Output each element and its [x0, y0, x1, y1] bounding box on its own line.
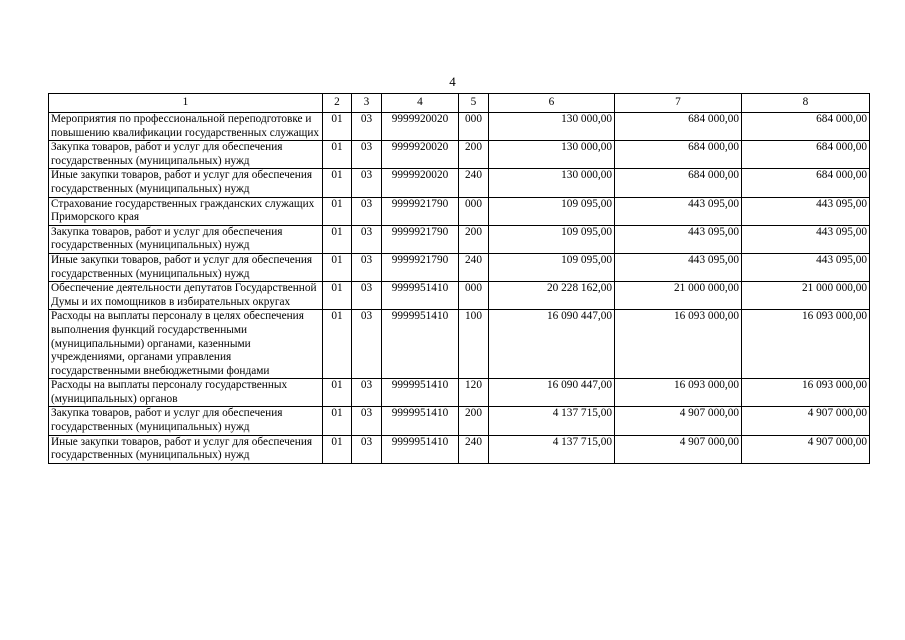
amount-cell: 443 095,00: [615, 197, 742, 225]
column-header: 8: [742, 94, 870, 113]
row-name-cell: Закупка товаров, работ и услуг для обеспечения государственных (муниципальных) нужд: [49, 141, 323, 169]
amount-cell: 130 000,00: [489, 169, 615, 197]
amount-cell: 16 090 447,00: [489, 379, 615, 407]
expense-type-cell: 200: [459, 225, 489, 253]
section-code-cell: 01: [323, 282, 352, 310]
row-name-cell: Иные закупки товаров, работ и услуг для обеспечения государственных (муниципальных) нужд: [49, 435, 323, 463]
expense-type-cell: 100: [459, 310, 489, 379]
section-code-cell: 01: [323, 225, 352, 253]
amount-cell: 16 093 000,00: [615, 379, 742, 407]
table-row: [49, 197, 870, 225]
table-row: [49, 169, 870, 197]
target-code-cell: 9999921790: [382, 253, 459, 281]
row-name-cell: Мероприятия по профессиональной переподготовке и повышению квалификации государственных служащих: [49, 113, 323, 141]
table-row: [49, 225, 870, 253]
subsection-code-cell: 03: [352, 310, 382, 379]
amount-cell: 684 000,00: [615, 141, 742, 169]
amount-cell: 443 095,00: [742, 253, 870, 281]
amount-cell: 16 090 447,00: [489, 310, 615, 379]
amount-cell: 443 095,00: [615, 225, 742, 253]
expense-type-cell: 200: [459, 407, 489, 435]
target-code-cell: 9999921790: [382, 225, 459, 253]
expense-type-cell: 240: [459, 435, 489, 463]
subsection-code-cell: 03: [352, 225, 382, 253]
amount-cell: 21 000 000,00: [742, 282, 870, 310]
expense-type-cell: 120: [459, 379, 489, 407]
row-name-cell: Иные закупки товаров, работ и услуг для обеспечения государственных (муниципальных) нужд: [49, 253, 323, 281]
column-number-row: [49, 94, 870, 113]
target-code-cell: 9999951410: [382, 379, 459, 407]
amount-cell: 684 000,00: [742, 169, 870, 197]
amount-cell: 4 137 715,00: [489, 435, 615, 463]
section-code-cell: 01: [323, 435, 352, 463]
target-code-cell: 9999920020: [382, 141, 459, 169]
amount-cell: 16 093 000,00: [742, 310, 870, 379]
table-row: [49, 379, 870, 407]
amount-cell: 130 000,00: [489, 113, 615, 141]
amount-cell: 443 095,00: [742, 197, 870, 225]
row-name-cell: Расходы на выплаты персоналу в целях обеспечения выполнения функций государственными (муниципальными) органами, казенными учреждениями, органами управления государственными внебюджетными фондами: [49, 310, 323, 379]
row-name-cell: Иные закупки товаров, работ и услуг для обеспечения государственных (муниципальных) нужд: [49, 169, 323, 197]
row-name-cell: Обеспечение деятельности депутатов Государственной Думы и их помощников в избирательных округах: [49, 282, 323, 310]
amount-cell: 4 907 000,00: [615, 435, 742, 463]
row-name-cell: Страхование государственных гражданских служащих Приморского края: [49, 197, 323, 225]
table-row: [49, 141, 870, 169]
section-code-cell: 01: [323, 141, 352, 169]
section-code-cell: 01: [323, 310, 352, 379]
target-code-cell: 9999920020: [382, 169, 459, 197]
amount-cell: 20 228 162,00: [489, 282, 615, 310]
expense-type-cell: 000: [459, 197, 489, 225]
amount-cell: 16 093 000,00: [742, 379, 870, 407]
amount-cell: 130 000,00: [489, 141, 615, 169]
amount-cell: 4 907 000,00: [742, 407, 870, 435]
amount-cell: 109 095,00: [489, 225, 615, 253]
amount-cell: 684 000,00: [615, 113, 742, 141]
table-row: [49, 253, 870, 281]
column-header: 4: [382, 94, 459, 113]
amount-cell: 16 093 000,00: [615, 310, 742, 379]
subsection-code-cell: 03: [352, 169, 382, 197]
expense-type-cell: 000: [459, 282, 489, 310]
table-row: [49, 113, 870, 141]
column-header: 6: [489, 94, 615, 113]
column-header: 5: [459, 94, 489, 113]
amount-cell: 109 095,00: [489, 197, 615, 225]
target-code-cell: 9999921790: [382, 197, 459, 225]
column-header: 2: [323, 94, 352, 113]
subsection-code-cell: 03: [352, 407, 382, 435]
amount-cell: 4 907 000,00: [615, 407, 742, 435]
section-code-cell: 01: [323, 253, 352, 281]
amount-cell: 21 000 000,00: [615, 282, 742, 310]
subsection-code-cell: 03: [352, 435, 382, 463]
column-header: 3: [352, 94, 382, 113]
section-code-cell: 01: [323, 407, 352, 435]
budget-table: [48, 93, 870, 464]
amount-cell: 109 095,00: [489, 253, 615, 281]
target-code-cell: 9999951410: [382, 282, 459, 310]
table-row: [49, 310, 870, 379]
table-row: [49, 282, 870, 310]
subsection-code-cell: 03: [352, 113, 382, 141]
amount-cell: 4 907 000,00: [742, 435, 870, 463]
amount-cell: 443 095,00: [615, 253, 742, 281]
amount-cell: 4 137 715,00: [489, 407, 615, 435]
column-header: 1: [49, 94, 323, 113]
subsection-code-cell: 03: [352, 253, 382, 281]
section-code-cell: 01: [323, 197, 352, 225]
row-name-cell: Расходы на выплаты персоналу государственных (муниципальных) органов: [49, 379, 323, 407]
expense-type-cell: 240: [459, 169, 489, 197]
amount-cell: 684 000,00: [742, 141, 870, 169]
amount-cell: 443 095,00: [742, 225, 870, 253]
subsection-code-cell: 03: [352, 282, 382, 310]
page-number: 4: [449, 74, 456, 89]
amount-cell: 684 000,00: [615, 169, 742, 197]
subsection-code-cell: 03: [352, 141, 382, 169]
subsection-code-cell: 03: [352, 197, 382, 225]
table-row: [49, 407, 870, 435]
section-code-cell: 01: [323, 113, 352, 141]
subsection-code-cell: 03: [352, 379, 382, 407]
row-name-cell: Закупка товаров, работ и услуг для обеспечения государственных (муниципальных) нужд: [49, 407, 323, 435]
row-name-cell: Закупка товаров, работ и услуг для обеспечения государственных (муниципальных) нужд: [49, 225, 323, 253]
target-code-cell: 9999951410: [382, 407, 459, 435]
section-code-cell: 01: [323, 169, 352, 197]
section-code-cell: 01: [323, 379, 352, 407]
expense-type-cell: 200: [459, 141, 489, 169]
target-code-cell: 9999951410: [382, 435, 459, 463]
amount-cell: 684 000,00: [742, 113, 870, 141]
expense-type-cell: 240: [459, 253, 489, 281]
table-row: [49, 435, 870, 463]
target-code-cell: 9999920020: [382, 113, 459, 141]
expense-type-cell: 000: [459, 113, 489, 141]
column-header: 7: [615, 94, 742, 113]
target-code-cell: 9999951410: [382, 310, 459, 379]
